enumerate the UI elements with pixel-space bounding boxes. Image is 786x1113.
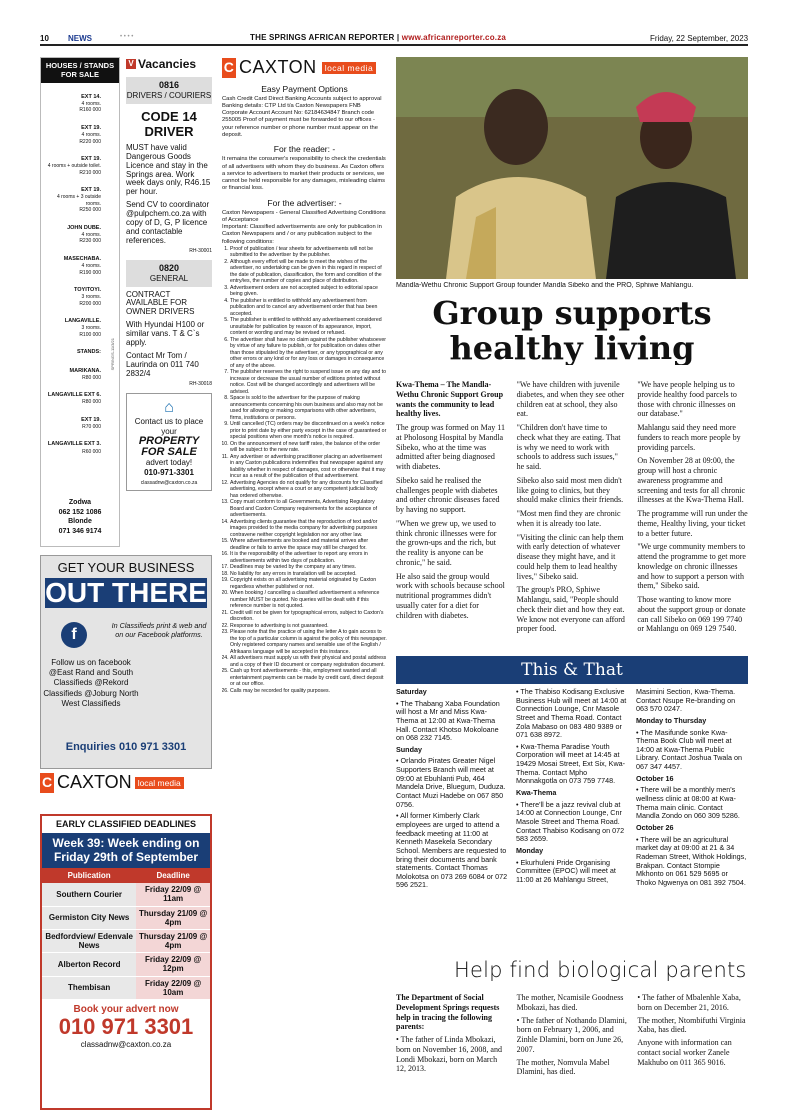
deadline-publication: Thembisan [42, 976, 136, 999]
house-desc: 4 rooms. [81, 100, 101, 107]
house-listing [41, 94, 119, 114]
house-price: R80 000 [82, 399, 101, 406]
house-desc: 3 rooms. [81, 325, 101, 332]
paper-name: THE SPRINGS AFRICAN REPORTER | www.africanreporter.co.za [250, 33, 507, 42]
condition-item: 6. The advertiser shall have no claim against the publisher whatsoever by virtue of any failure to publish, or for publication on dates other than those stipulated by the advertiser, or any typographical or any other errors or any kind or for any loss or damages in consequence of any of the above. [230, 337, 387, 370]
ad-code14-title: CODE 14 DRIVER [141, 108, 197, 139]
event-item: • There'll be a jazz revival club at 14:00 at Connection Lounge, Cnr Masole Street and Thema Road. Contact Thabiso Kodisang on 072 583 2659. [516, 799, 625, 844]
event-item: Kwa-Thema [516, 788, 557, 798]
easy-payment-body: Cash Credit Card Direct Banking Accounts subject to approval Banking details: CTP Ltd t/a Caxton Newspapers FNB Corporate Account Account No: 62184634847 Branch code 255005 Proof of payment must be forwarded to our offices - your reference number or phone number must appear on the deposit. [222, 95, 382, 138]
houses-for-sale-column [40, 57, 120, 547]
deadline-publication: Alberton Record [42, 953, 136, 976]
bio-paragraph: The mother, Ncamisile Goodness Mbokazi, has died. [516, 993, 624, 1012]
story-paragraph: Sibeko said he realised the challenges people with diabetes and other chronic diseases faced by having no support. [396, 475, 500, 514]
ad-code14-cta: Send CV to coordinator @pulpchem.co.za with copy of D, G, P licence and contactable references. [126, 200, 210, 246]
promo-email[interactable]: classadnw@caxton.co.za [140, 479, 198, 486]
house-listing [41, 256, 119, 276]
paper-url[interactable]: www.africanreporter.co.za [401, 33, 507, 42]
house-price: R70 000 [82, 423, 101, 430]
gyb-line1: GET YOUR BUSINESS [57, 560, 195, 575]
bio-paragraph: The mother, Nomvula Mabel Dlamini, has died. [516, 1057, 610, 1077]
house-location: EXT 19. [81, 124, 101, 131]
condition-item: 10. On the announcement of new tariff rates, the balance of the order will be subject to the new rate. [230, 441, 387, 454]
deadline-time: Friday 22/09 @ 12pm [136, 953, 210, 976]
event-item: October 26 [636, 822, 674, 832]
house-desc: 4 rooms + outside toilet. [47, 163, 101, 170]
house-location: LANGAVILLE EXT 6. [47, 392, 101, 399]
house-location: EXT 14. [81, 93, 101, 100]
event-item: • The Thabiso Kodisang Exclusive Business Hub will meet at 14:00 at Connection Lounge, Cnr Masole Street and Thema Road. Contact Zola Mabaso on 083 480 9389 or 071 638 8972. [516, 688, 627, 740]
bio-parents-body [396, 993, 748, 1111]
house-desc: 4 rooms. [81, 231, 101, 238]
house-listing [41, 368, 119, 382]
house-listing [41, 187, 119, 214]
house-listing [41, 392, 119, 406]
caxton-mark-icon: C [40, 773, 54, 793]
this-and-that-heading: This & That [396, 656, 748, 684]
deadline-time: Thursday 21/09 @ 4pm [136, 929, 210, 952]
condition-item: 7. The publisher reserves the right to suspend issue on any day and to increase or decrease the usual number of editions printed without notice. Cost will be changed accordingly and advertisers will be advised. [230, 369, 387, 395]
event-item: • There will be an agricultural market day at 09:00 at 21 & 34 Rademan Street, Withok Holdings, Brakpan. Contact Stompie Mkhonto on 061 529 5695 or Thoko Ngwenya on 081 392 7504. [636, 834, 747, 887]
deadline-row [42, 976, 210, 999]
story-body [396, 380, 748, 650]
house-location: TOYITOYI. [74, 287, 101, 294]
condition-item: 23. Please note that the practice of using the letter A to gain access to the top of a particular column is against the policy of this newspaper. Only registered company names and sensible use of the English / Afrikaans language will be accepted in this instance. [230, 629, 387, 655]
enquiries-phone[interactable]: 010 971 3301 [118, 740, 187, 753]
event-item: • Orlando Pirates Greater Nigel Supporters Branch will meet at 09:00 at Ebuhlanti Pub, 464 Mandela Drive, Bluegum, Duduza. Contact Muzi Hadebe on 067 850 0756. [396, 756, 506, 809]
house-location: EXT 19. [81, 156, 101, 163]
deadlines-table [42, 868, 210, 1000]
house-price: R220 000 [79, 138, 101, 145]
caxton-mark-icon: C [222, 58, 236, 78]
page-header [0, 0, 786, 46]
get-business-out-there-ad [40, 555, 212, 769]
deadline-publication: Bedfordview/ Edenvale News [42, 929, 136, 952]
house-price: R250 000 [79, 207, 101, 214]
condition-item: 26. Calls may be recorded for quality purposes. [230, 688, 387, 695]
caxton-conditions-column [222, 57, 387, 1112]
issue-date: Friday, 22 September, 2023 [650, 34, 749, 43]
story-paragraph: The group was formed on May 11 at Pholosong Hospital by Mandla Sibeko, who at the time was admitted after being diagnosed with diabetes. [396, 423, 506, 471]
event-item: Saturday [396, 688, 427, 696]
condition-item: 25. Cash up front advertisements - this, employment wanted and all entertainment payments can be made by credit card, direct deposit or at our office. [230, 668, 387, 688]
advertiser-important: Important: Classified advertisements are only for publication in Caxton Newspapers and / or any publication subject to the following conditions: [222, 224, 382, 245]
bio-paragraph: Anyone with information can contact social worker Zanele Makhubo on 011 365 9016. [637, 1038, 732, 1067]
house-icon: ⌂ [164, 399, 174, 417]
house-price: R230 000 [79, 238, 101, 245]
caxton-logo-2: C CAXTON local media [40, 772, 212, 794]
property-for-sale-label: PROPERTY FOR SALE [138, 435, 200, 459]
house-location: JOHN DUBE. [67, 224, 101, 231]
bio-parents-heading: Help find biological parents [454, 958, 747, 982]
houses-ref-note: SPRINGS-11/3/21 [110, 338, 115, 371]
condition-item: 13. Copy must conform to all Governments, Advertising Regulatory Board and Caxton Company requirements for the acceptance of advertisements. [230, 499, 387, 519]
story-photo [396, 57, 748, 279]
story-paragraph: He also said the group would work with schools because school nutritional programmes didn't usually cater for a diet for children with diabetes. [396, 571, 505, 620]
house-listing [41, 349, 119, 356]
house-desc: 3 rooms. [81, 294, 101, 301]
event-item: • The Thabang Xaba Foundation will host a Mr and Miss Kwa-Thema at 12:00 at Kwa-Thema Hall. Contact Khotso Mokoloane on 068 232 7145. [396, 698, 500, 743]
gyb-desc: In Classifieds print & web and on our Facebook platforms. [111, 621, 207, 639]
story-paragraph: "Children don't have time to check what they are eating. That is why we need to work with schools to address such issues," he said. [516, 423, 621, 471]
house-listing [41, 125, 119, 145]
property-promo-box: ⌂ Contact us to place your PROPERTY FOR SALE advert today! 010-971-3301 classadnw@caxton.co.za [126, 393, 212, 491]
gyb-follow: Follow us on facebook @East Rand and South Classifieds @Rekord Classifieds @Joburg North West Classifieds [43, 658, 139, 708]
this-and-that-body [396, 688, 748, 958]
house-location: LANGAVILLE. [64, 318, 101, 325]
condition-item: 19. Copyright exists on all advertising material originated by Caxton regardless whether published or not. [230, 577, 387, 590]
house-listing [41, 318, 119, 338]
house-location: EXT 19. [81, 187, 101, 194]
deadline-time: Thursday 21/09 @ 4pm [136, 906, 210, 929]
event-item: • Kwa-Thema Paradise Youth Corporation will meet at 14:45 at 19429 Mosai Street, Ext Six, Kwa-Thema. Contact Mpho Monnakgotla on 073 759 7748. [516, 741, 626, 786]
gyb-enquiries: Enquiries 010 971 3301 [65, 740, 187, 753]
advertiser-heading: For the advertiser: - [267, 197, 342, 208]
reader-body: It remains the consumer's responsibility to check the credentials of all advertisers with whom they do business. As Caxton offers a service to advertisers to market their products or services, we cannot be held responsible for any damages, misleading claims or financial loss. [222, 156, 386, 192]
house-price: R100 000 [79, 331, 101, 338]
house-listing [41, 287, 119, 307]
vacancies-column [126, 57, 212, 547]
bio-paragraph: The Department of Social Development Springs requests help in tracing the following parents: [396, 993, 500, 1032]
houses-heading: HOUSES / STANDS FOR SALE [41, 58, 119, 83]
event-item: • All former Kimberly Clark employees are urged to attend a feedback meeting at 11:00 at Kenneth Masekela Secondary School. Members are requested to bring their documents and bank statements. Contact Thomas Molokotsa on 073 269 6084 or 072 596 2521. [396, 811, 508, 890]
bio-paragraph: • The father of Mbalenhle Xaba, born on December 21, 2016. [637, 993, 741, 1012]
house-listing [41, 417, 119, 431]
story-paragraph: Sibeko also said most men didn't like going to clinics, but they should make clinics their friends. [516, 475, 624, 505]
condition-item: 5. The publisher is entitled to withhold any advertisement considered unsuitable for publication by reason of its appearance, import, content or wording and may be revised or refused. [230, 317, 387, 337]
story-paragraph: Those wanting to know more about the support group or donate can call Sibeko on 069 199 7740 or Mahlangu on 069 129 7540. [637, 595, 746, 634]
house-listing [41, 225, 119, 245]
event-item: Monday [516, 845, 544, 855]
advertiser-intro: Caxton Newspapers - General Classified Advertising Conditions of Acceptance [222, 209, 386, 223]
story-paragraph: The programme will run under the theme, Healthy living, your ticket to a better future. [637, 509, 748, 538]
houses-list [41, 94, 119, 455]
house-price: R80 000 [82, 374, 101, 381]
ad-code14-body: MUST have valid Dangerous Goods Licence and stay in the Springs area. Work week days only, R46.15 per hour. [126, 142, 211, 197]
decorative-dots: • • • • [120, 34, 134, 40]
ad-contract-body: With Hyundai H100 or similar vans. T & C`s apply. [126, 320, 205, 348]
facebook-icon[interactable]: f [61, 622, 87, 648]
houses-contact: Zodwa 062 152 1086 Blonde 071 346 9174 [58, 499, 102, 535]
col-deadline: Deadline [136, 868, 210, 884]
condition-item: 18. No liability for any errors in translation will be accepted. [230, 571, 387, 578]
category-general: 0820 GENERAL [126, 260, 212, 286]
conditions-list [222, 246, 387, 695]
house-location: MARIKANA. [69, 367, 101, 374]
house-price: R210 000 [79, 169, 101, 176]
deadlines-week: Week 39: Week ending on Friday 29th of September [42, 833, 210, 868]
condition-item: 21. Credit will not be given for typographical errors, subject to Caxton's discretion. [230, 610, 387, 623]
house-price: R200 000 [79, 300, 101, 307]
col-publication: Publication [42, 868, 136, 884]
condition-item: 15. Where advertisements are booked and material arrives after deadline or fails to arrive the space may still be charged for. [230, 538, 387, 551]
house-desc: 4 rooms + 3 outside rooms. [56, 194, 101, 207]
deadline-row [42, 883, 210, 906]
condition-item: 24. All advertisers must supply us with their physical and postal address and a copy of their ID document or company registration document. [230, 655, 387, 668]
condition-item: 17. Deadlines may be varied by the company at any times. [230, 564, 387, 571]
condition-item: 14. Advertising clients guarantee that the reproduction of text and/or images provided to the media company for advertising purposes contravene neither copyright legislation nor any other law. [230, 519, 387, 539]
deadline-row [42, 953, 210, 976]
house-location: EXT 19. [81, 416, 101, 423]
story-headline: Group supports healthy living [432, 296, 712, 366]
category-drivers: 0816 DRIVERS / COURIERS [126, 77, 212, 103]
story-paragraph: On November 28 at 09:00, the group will host a chronic awareness programme and screening and tests for all chronic illnesses at the Kwa-Thema Hall. [637, 456, 746, 505]
condition-item: 16. It is the responsibility of the advertiser to report any errors in advertisements within two days of publication. [230, 551, 387, 564]
story-paragraph: "Visiting the clinic can help them with early detection of whatever disease they might have, and it could help them to lead healthy lives," Sibeko said. [516, 532, 624, 581]
deadline-row [42, 929, 210, 952]
event-item: Monday to Thursday [636, 715, 707, 725]
house-location: STANDS: [76, 349, 101, 356]
house-listing [41, 156, 119, 176]
story-paragraph: Kwa-Thema – The Mandla-Wethu Chronic Support Group wants the community to lead healthy lives. [396, 380, 504, 419]
deadline-time: Friday 22/09 @ 10am [136, 976, 210, 999]
house-price: R60 000 [82, 448, 101, 455]
page-number: 10 [40, 34, 49, 43]
book-email[interactable]: classadnw@caxton.co.za [80, 1040, 172, 1050]
story-paragraph: "Most men find they are chronic when it is already too late. [516, 509, 621, 528]
ad-contract-title: CONTRACT AVAILABLE FOR OWNER DRIVERS [126, 289, 195, 317]
photo-caption: Mandla-Wethu Chronic Support Group founder Mandla Sibeko and the PRO, Sphiwe Mahlangu. [396, 282, 694, 289]
deadlines-box [40, 814, 212, 1110]
event-item: Sunday [396, 744, 422, 754]
condition-item: 11. Any advertiser or advertising practitioner placing an advertisement in any Caxton publications indemnifies that newspaper against any liability whether in respect of damages, cost or otherwise that it may incur as a result of the publication of that advertisement. [230, 454, 387, 480]
section-label: NEWS [68, 34, 92, 43]
story-paragraph: "We have children with juvenile diabetes, and when they see other children eat at school, they also eat. [516, 380, 625, 419]
bio-paragraph: The mother, Ntombifuthi Virginia Xaba, has died. [637, 1015, 746, 1035]
deadline-time: Friday 22/09 @ 11am [136, 883, 210, 906]
deadline-publication: Germiston City News [42, 906, 136, 929]
header-rule [40, 44, 748, 46]
house-price: R190 000 [79, 269, 101, 276]
gyb-line2: OUT THERE [45, 576, 207, 608]
house-desc: 4 rooms. [81, 132, 101, 139]
story-paragraph: "We have people helping us to provide healthy food parcels to those with chronic illnesses on our database." [637, 380, 737, 419]
vacancies-heading: V Vacancies [126, 57, 212, 71]
house-location: MASECHABA. [63, 255, 101, 262]
condition-item: 3. Advertisement orders are not accepted subject to editorial space being given. [230, 285, 387, 298]
ad-contract-cta: Contact Mr Tom / Laurinda on 011 740 2832/4 [126, 351, 199, 379]
condition-item: 2. Although every effort will be made to meet the wishes of the advertiser, no undertaking can be given in this regard in respect of the date of publication, classification, the form and condition of the entry/ies, the number of copies and place of distribution. [230, 259, 387, 285]
deadline-publication: Southern Courier [42, 883, 136, 906]
vacancies-icon: V [126, 59, 136, 69]
condition-item: 20. When booking / cancelling a classified advertisement a reference number MUST be quoted. No queries will be dealt with if this reference number is not quoted. [230, 590, 387, 610]
condition-item: 8. Space is sold to the advertiser for the purpose of making announcements concerning his own business and also may not be used for allowing or making comparisons with other advertisers, firms, institutions or persons. [230, 395, 387, 421]
ad-contract-ref: RH-30018 [189, 381, 212, 388]
deadlines-heading: EARLY CLASSIFIED DEADLINES [55, 819, 197, 829]
deadline-row [42, 906, 210, 929]
story-paragraph: The group's PRO, Sphiwe Mahlangu, said, "People should check their diet and how they eat. We know not everyone can afford proper food. [516, 585, 625, 634]
bio-paragraph: • The father of Nothando Dlamini, born on February 1, 2006, and Zinhle Dlamini, born on June 26, 2007. [516, 1015, 627, 1054]
house-desc: 4 rooms. [81, 263, 101, 270]
story-paragraph: "When we grew up, we used to think chronic illnesses were for the grown-ups and the rich, but the reality is anyone can be chronic," he said. [396, 518, 497, 567]
reader-heading: For the reader: - [273, 144, 336, 155]
house-listing [41, 441, 119, 455]
condition-item: 9. Until cancelled (TC) orders may be discontinued on a week's notice prior to print date by either party except in the case of guaranteed or special positions when one month's notice is required. [230, 421, 387, 441]
caxton-logo: C CAXTON local media [222, 57, 387, 79]
ad-code14-ref: RH-30001 [189, 248, 212, 255]
condition-item: 12. Advertising Agencies do not qualify for any discounts for Classified advertising, except where a court or any competent judicial body has ordered otherwise. [230, 480, 387, 500]
event-item: October 16 [636, 773, 674, 783]
easy-payment-heading: Easy Payment Options [261, 83, 348, 94]
event-item: • Ekurhuleni Pride Organising Committee (EPOC) will meet at 11:00 at 26 Mahlangu Street, Masimini Section, Kwa-Thema. Contact Nsupe Re-branding on 063 570 0247. [516, 688, 736, 884]
bio-paragraph: • The father of Linda Mbokazi, born on November 16, 2008, and Londi Mbokazi, born on March 12, 2013. [396, 1035, 502, 1074]
condition-item: 1. Proof of publication / tear sheets for advertisements will not be submitted to the advertiser by the publisher. [230, 246, 387, 259]
event-item: • The Masifunde sonke Kwa-Thema Book Club will meet at 14:00 at Kwa-Thema Public Library. Contact Joshua Twala on 067 347 4457. [636, 727, 743, 772]
book-phone[interactable]: 010 971 3301 [58, 1014, 194, 1040]
condition-item: 4. The publisher is entitled to withhold any advertisement from publication and to cancel any advertisement order that has been accepted. [230, 298, 387, 318]
condition-item: 22. Response to advertising is not guaranteed. [230, 623, 387, 630]
house-location: LANGAVILLE EXT 3. [47, 441, 101, 448]
house-price: R160 000 [79, 107, 101, 114]
story-paragraph: "We urge community members to attend the programme to get more knowledge on chronic illnesses and how to support a person with them," Sibeko said. [637, 542, 746, 591]
promo-phone[interactable]: 010-971-3301 [144, 468, 194, 478]
photo-illustration [396, 57, 748, 279]
book-now: Book your advert now [73, 1004, 179, 1016]
event-item: • There will be a monthly men's wellness clinic at 08:00 at Kwa-Thema main clinic. Contact Mandla Zondo on 060 309 5286. [636, 785, 740, 821]
story-paragraph: Mahlangu said they need more funders to reach more people by providing parcels. [637, 423, 741, 452]
